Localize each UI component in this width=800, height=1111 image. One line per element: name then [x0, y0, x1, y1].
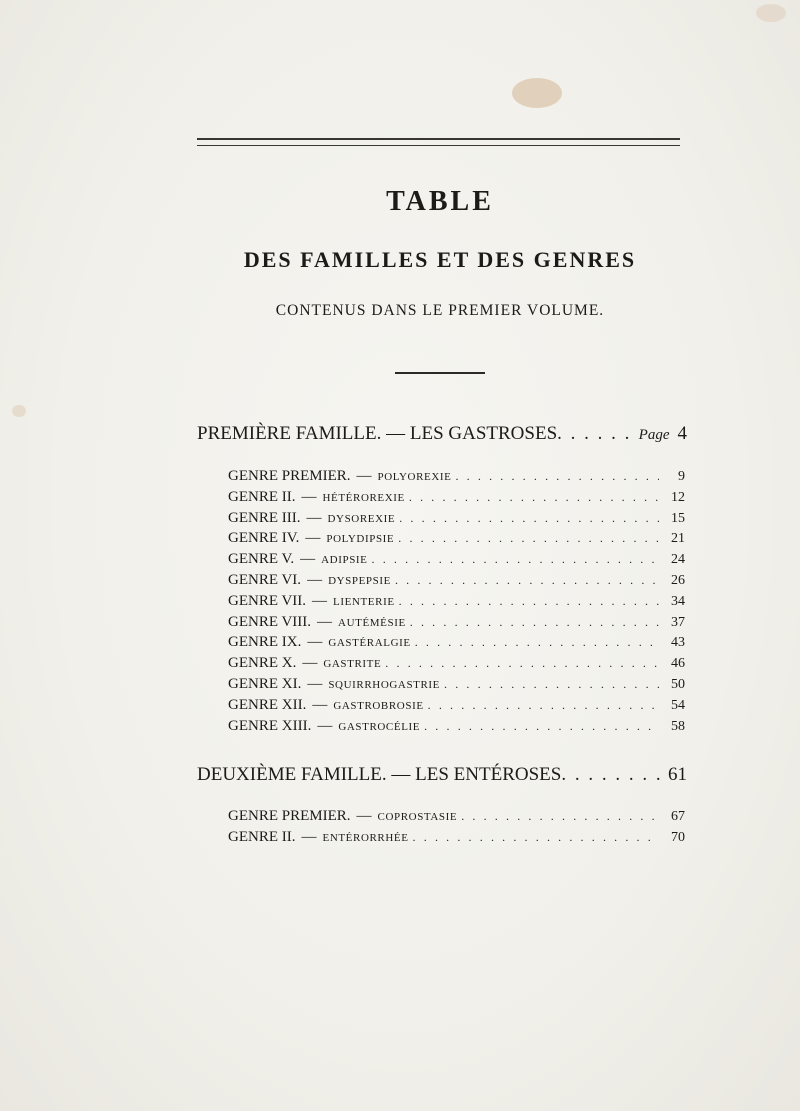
- genre-name: COPROSTASIE: [377, 811, 458, 823]
- toc-entry: [228, 530, 685, 551]
- family-title: PREMIÈRE FAMILLE. — LES GASTROSES: [197, 423, 558, 444]
- toc-entry: [228, 697, 685, 718]
- toc-entry: [228, 655, 685, 676]
- genre-label: GENRE PREMIER.: [228, 808, 351, 824]
- page-number: 43: [671, 635, 685, 651]
- page-number: 15: [671, 510, 685, 526]
- genre-name: ENTÉRORRHÉE: [322, 831, 409, 844]
- leader-dots: [399, 511, 659, 526]
- page-number: 46: [671, 656, 685, 672]
- page-subtitle: DES FAMILLES ET DES GENRES: [243, 247, 637, 272]
- toc-entry: [228, 489, 685, 510]
- family-heading: [197, 423, 687, 445]
- genre-label: GENRE XI.: [228, 675, 302, 692]
- leader-dots: [395, 573, 659, 588]
- em-dash: —: [356, 468, 372, 484]
- em-dash: —: [307, 634, 323, 651]
- genre-label: GENRE XII.: [228, 696, 307, 713]
- genre-label: GENRE X.: [228, 655, 297, 672]
- genre-name: GASTROCÉLIE: [338, 720, 421, 733]
- family-2-entries: [228, 808, 685, 850]
- em-dash: —: [302, 655, 318, 672]
- genre-name: ADIPSIE: [321, 554, 368, 567]
- family-1-entries: [228, 468, 685, 738]
- genre-label: GENRE VI.: [228, 571, 302, 588]
- genre-label: GENRE IX.: [228, 634, 302, 651]
- genre-name: DYSOREXIE: [327, 512, 396, 525]
- leader-dots: [409, 490, 659, 505]
- page-number: 26: [671, 572, 685, 588]
- genre-label: GENRE II.: [228, 828, 296, 845]
- em-dash: —: [317, 613, 333, 630]
- page-number: 9: [678, 469, 685, 484]
- toc-entry: [228, 718, 685, 739]
- em-dash: —: [306, 509, 322, 526]
- em-dash: —: [305, 530, 321, 547]
- toc-entry: [228, 808, 685, 829]
- leader-dots: [557, 423, 639, 445]
- em-dash: —: [356, 808, 372, 824]
- leader-dots: [398, 531, 659, 546]
- toc-entry: [228, 829, 685, 850]
- paper-stain: [512, 78, 562, 108]
- family-heading: [197, 764, 687, 786]
- genre-name: AUTÉMÉSIE: [338, 616, 406, 629]
- genre-name: POLYDIPSIE: [326, 533, 395, 546]
- family-title: DEUXIÈME FAMILLE. — LES ENTÉROSES: [197, 764, 562, 785]
- section-divider: [395, 372, 485, 374]
- page-number: 70: [671, 829, 685, 845]
- em-dash: —: [301, 488, 317, 505]
- leader-dots: [410, 615, 659, 630]
- genre-name: HÉTÉROREXIE: [322, 491, 405, 504]
- leader-dots: [561, 764, 668, 786]
- leader-dots: [424, 719, 659, 734]
- paper-stain: [756, 4, 786, 22]
- leader-dots: [372, 552, 660, 567]
- leader-dots: [413, 830, 659, 845]
- page-number: 67: [671, 809, 685, 824]
- toc-entry: [228, 572, 685, 593]
- genre-label: GENRE III.: [228, 509, 301, 526]
- genre-name: SQUIRRHOGASTRIE: [328, 678, 441, 691]
- genre-label: GENRE V.: [228, 551, 295, 568]
- genre-label: GENRE VIII.: [228, 613, 312, 630]
- toc-entry: [228, 634, 685, 655]
- genre-label: GENRE VII.: [228, 592, 307, 609]
- page-number: 12: [671, 489, 685, 505]
- genre-label: GENRE II.: [228, 488, 296, 505]
- toc-entry: [228, 676, 685, 697]
- toc-entry: [228, 614, 685, 635]
- toc-entry: [228, 551, 685, 572]
- toc-entry: [228, 593, 685, 614]
- genre-name: GASTÉRALGIE: [328, 637, 411, 650]
- page-number: 21: [671, 531, 685, 547]
- volume-note: CONTENUS DANS LE PREMIER VOLUME.: [275, 302, 605, 319]
- family-page: 61: [668, 764, 687, 785]
- em-dash: —: [307, 571, 323, 588]
- em-dash: —: [307, 675, 323, 692]
- page-number: 34: [671, 593, 685, 609]
- leader-dots: [399, 594, 659, 609]
- leader-dots: [461, 809, 659, 824]
- leader-dots: [415, 635, 659, 650]
- leader-dots: [444, 677, 659, 692]
- genre-label: GENRE PREMIER.: [228, 468, 351, 484]
- page-number: 58: [671, 718, 685, 734]
- genre-name: DYSPEPSIE: [328, 574, 391, 587]
- toc-entry: [228, 468, 685, 489]
- leader-dots: [385, 656, 659, 671]
- leader-dots: [428, 698, 659, 713]
- genre-name: POLYOREXIE: [377, 471, 452, 483]
- toc-entry: [228, 510, 685, 531]
- em-dash: —: [300, 551, 316, 568]
- genre-name: GASTRITE: [323, 658, 382, 671]
- leader-dots: [455, 469, 659, 484]
- page-number: 54: [671, 697, 685, 713]
- paper-stain: [12, 405, 26, 417]
- page-number: 37: [671, 614, 685, 630]
- em-dash: —: [301, 828, 317, 845]
- page-title: TABLE: [386, 186, 494, 217]
- page-number: 24: [671, 552, 685, 568]
- page-number: 50: [671, 676, 685, 692]
- em-dash: —: [312, 696, 328, 713]
- genre-label: GENRE IV.: [228, 530, 300, 547]
- family-page: 4: [677, 423, 687, 444]
- em-dash: —: [317, 717, 333, 734]
- genre-name: GASTROBROSIE: [333, 699, 424, 712]
- page-label: Page: [638, 427, 670, 443]
- header-double-rule: [197, 138, 680, 146]
- em-dash: —: [312, 592, 328, 609]
- genre-label: GENRE XIII.: [228, 717, 312, 734]
- genre-name: LIENTERIE: [333, 595, 395, 608]
